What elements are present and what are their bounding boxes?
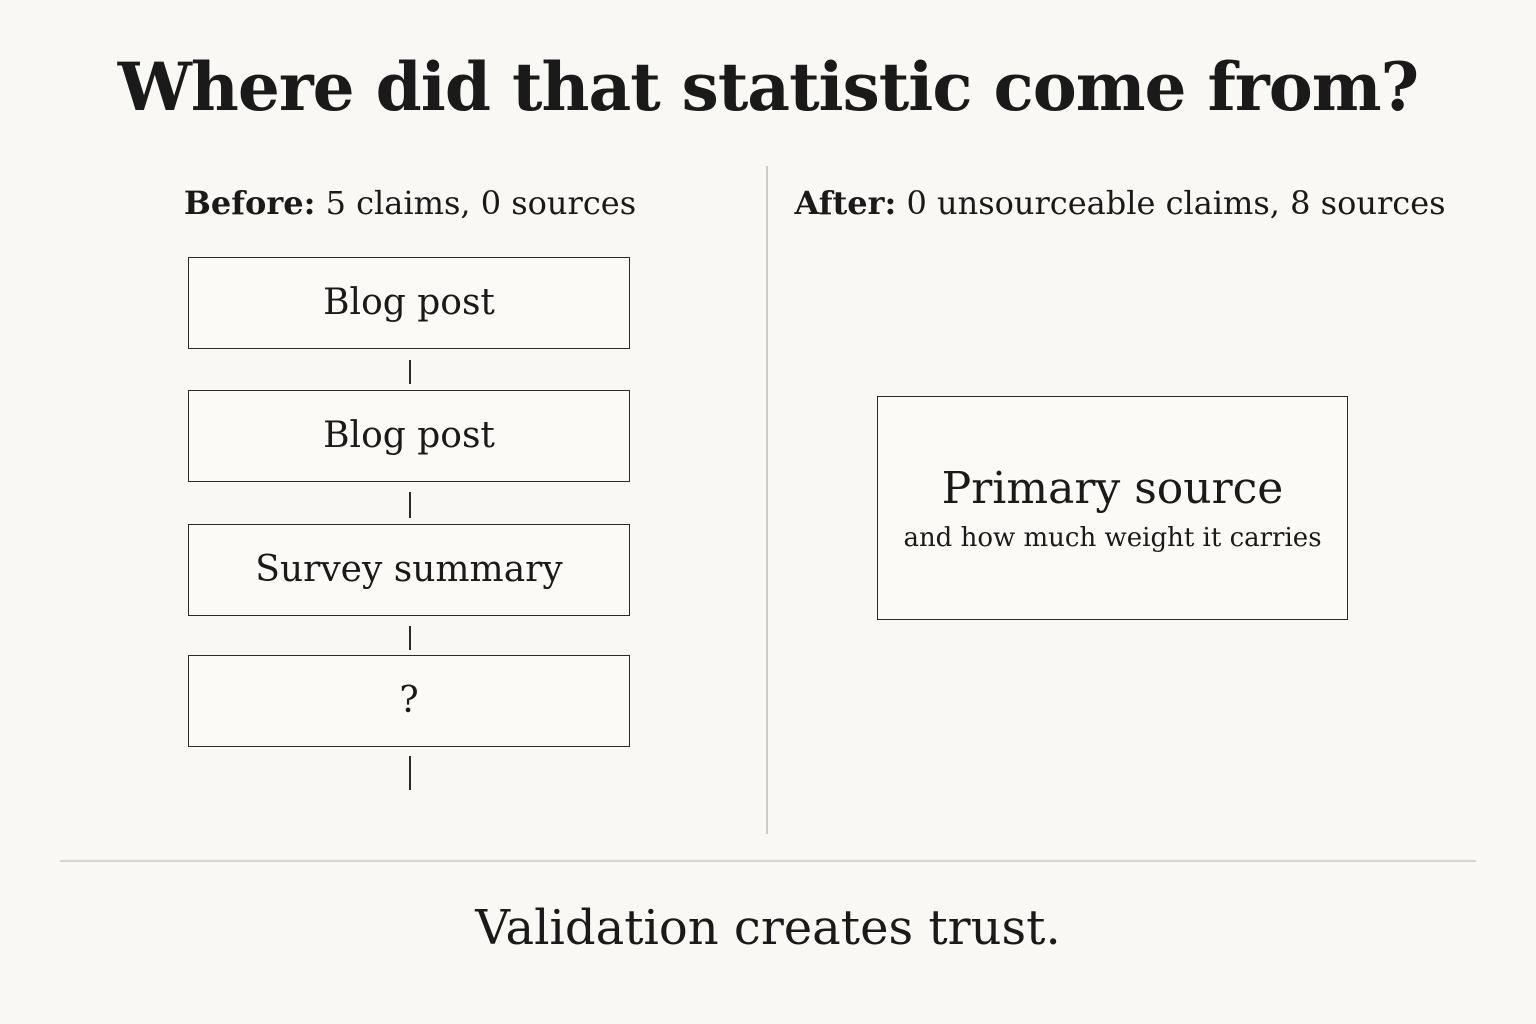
chain-box-label: Blog post [323,282,495,323]
horizontal-divider [60,860,1476,862]
after-heading [790,184,1450,222]
primary-source-subtitle: and how much weight it carries [903,523,1322,554]
chain-box-survey-summary [188,524,630,616]
primary-source-box [877,396,1348,620]
chain-connector [409,626,411,650]
chain-box-blog-post-1 [188,257,630,349]
chain-box-label: Blog post [323,415,495,456]
before-heading [150,184,670,222]
chain-box-unknown [188,655,630,747]
chain-box-label: ? [399,680,419,721]
after-detail: 0 unsourceable claims, 8 sources [906,184,1446,222]
chain-connector [409,360,411,384]
after-label: After: [794,184,897,222]
chain-connector-dangling [409,756,411,790]
footer-tagline: Validation creates trust. [475,900,1061,956]
chain-box-blog-post-2 [188,390,630,482]
primary-source-title: Primary source [941,462,1284,514]
before-label: Before: [183,184,316,222]
chain-box-label: Survey summary [255,549,563,590]
vertical-divider [766,166,768,834]
chain-connector [409,492,411,518]
before-detail: 5 claims, 0 sources [325,184,637,222]
page-title: Where did that statistic come from? [117,48,1419,126]
